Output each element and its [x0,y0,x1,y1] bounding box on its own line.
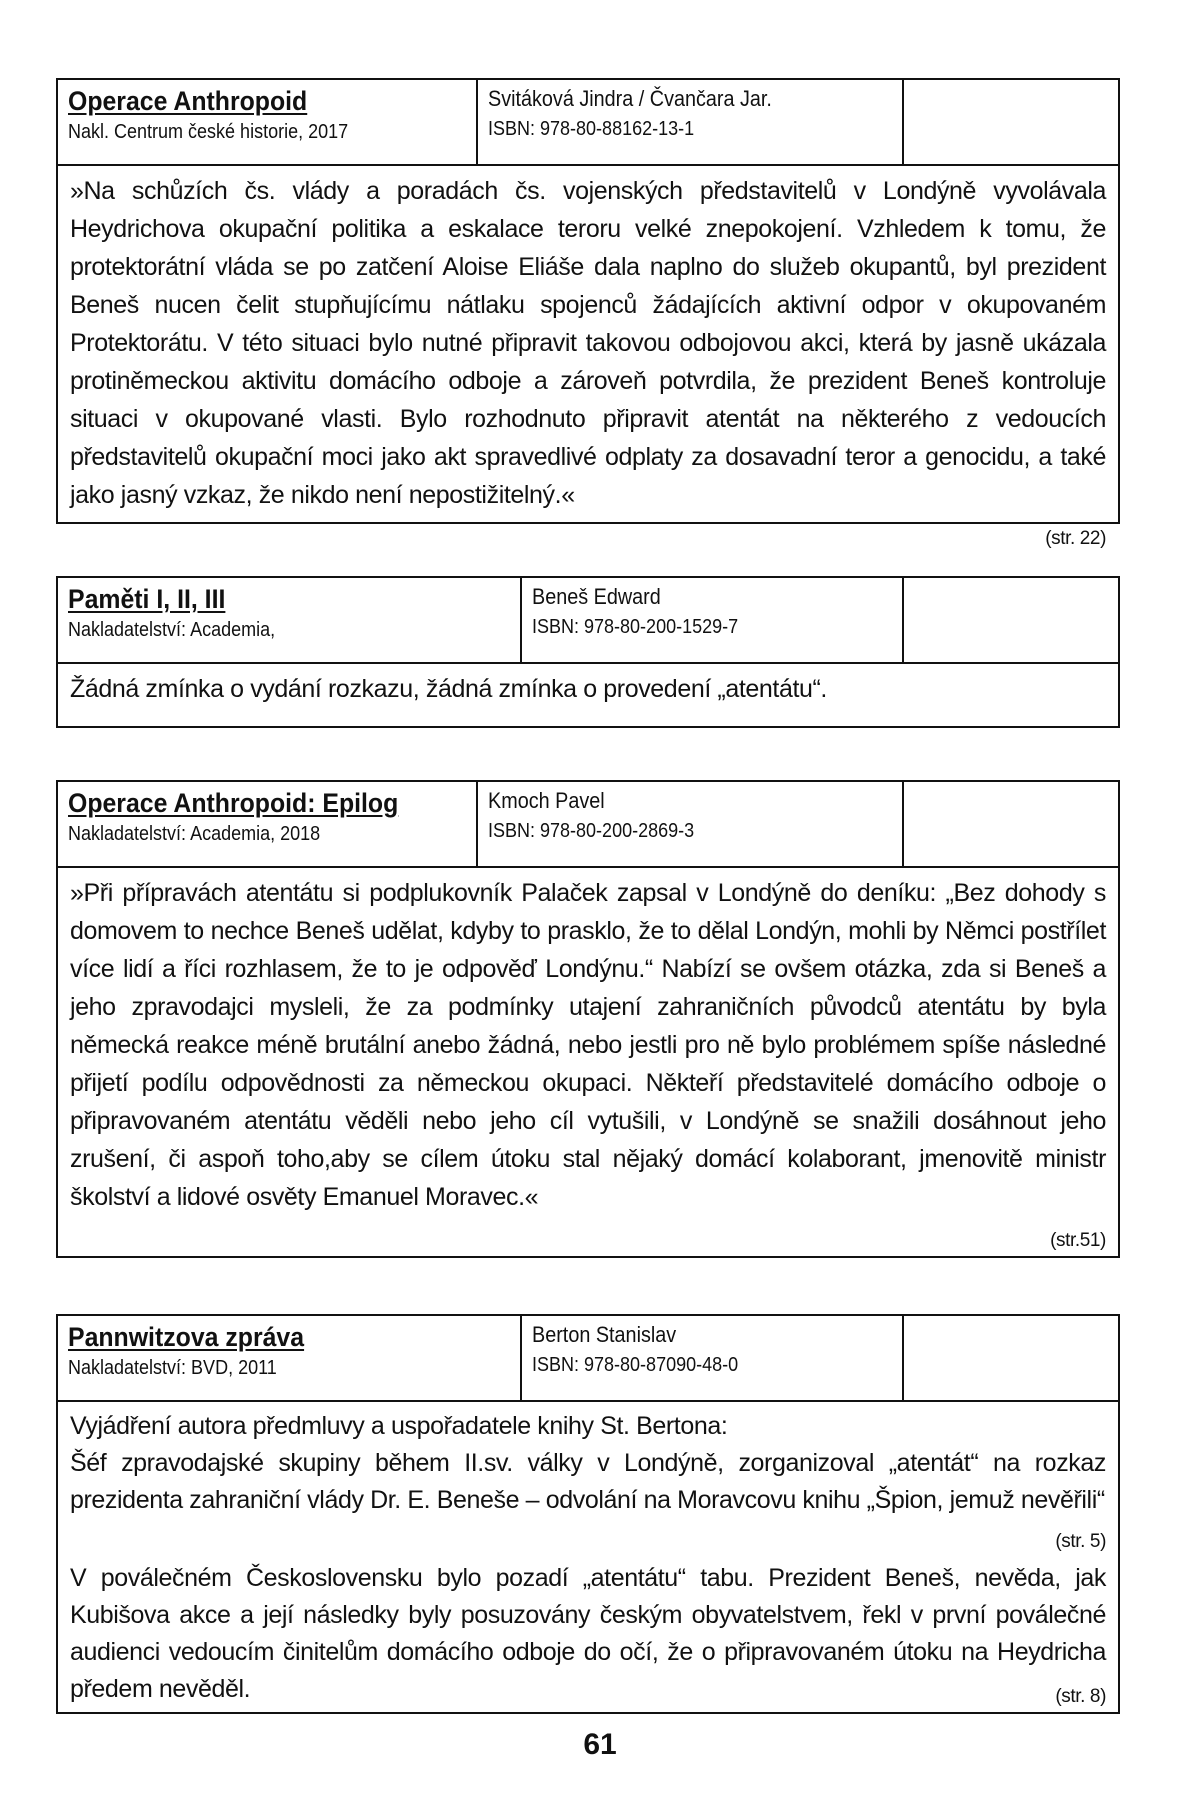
page-citation: (str. 8) [1055,1686,1106,1707]
book-publisher: Nakladatelství: Academia, 2018 [68,823,321,845]
book-author: Svitáková Jindra / Čvančara Jar. [488,86,772,111]
book-title: Operace Anthropoid [68,86,308,116]
book-entry [56,576,1120,728]
quote-paragraph: »Na schůzích čs. vlády a poradách čs. vojenských představitelů v Londýně vyvolávala Heydrichova okupační politika a eskalace teroru velké znepokojení. Vzhledem k tomu, že protektorátní vláda se po zatčení Aloise Eliáše dala naplno do služeb okupantů, byl prezident Beneš nucen čelit stupňujícímu nátlaku spojenců žádajících aktivní odpor v okupovaném Protektorátu. V této situaci bylo nutné připravit takovou odbojovou akci, která by jasně ukázala protiněmeckou aktivitu domácího odboje a zároveň potvrdila, že prezident Beneš kontroluje situaci v okupované vlasti. Bylo rozhodnuto připravit atentát na některého z vedoucích představitelů okupační moci jako akt spravedlivé odplaty za dosavadní teror a genocidu, a také jako jasný vzkaz, že nikdo není nepostižitelný.« [70,177,1106,509]
quote-paragraph: »Při přípravách atentátu si podplukovník Palaček zapsal v Londýně do deníku: „Bez dohody s domovem to nechce Beneš udělat, kdyby to prasklo, že to dělal Londýn, mohli by Němci postřílet více lidí a říci rozhlasem, že to je odpověď Londýnu.“ Nabízí se ovšem otázka, zda si Beneš a jeho zpravodajci mysleli, že za podmínky utajení zahraničních původců atentátu by byla německá reakce méně brutální anebo žádná, nebo jestli pro ně bylo problémem spíše následné přijetí podílu odpovědnosti za německou okupaci. Někteří představitelé domácího odboje o připravovaném atentátu věděli nebo jeho cíl vytušili, v Londýně se snažili dosáhnout jeho zrušení, či aspoň toho,aby se cílem útoku stal nějaký domácí kolaborant, jmenovitě ministr školství a lidové osvěty Emanuel Moravec.« [70,879,1106,1211]
entry-quote [58,166,1118,549]
quote-paragraph [70,1445,1106,1552]
quote-paragraph: V poválečném Československu bylo pozadí „atentátu“ tabu. Prezident Beneš, nevěda, jak Kubišova akce a její následky byly posuzovány českým obyvatelstvem, řekl v první poválečné audienci vedoucím činitelům domácího odboje do očí, že o připravovaném útoku na Heydricha předem nevěděl. [70,1564,1106,1703]
book-title: Operace Anthropoid: Epilog [68,788,399,818]
entry-header [58,80,1118,166]
book-title: Pannwitzova zpráva [68,1322,305,1352]
quote-paragraph: Vyjádření autora předmluvy a uspořadatele knihy St. Bertona: [70,1412,728,1440]
entry-header [58,1316,1118,1402]
page-citation: (str.51) [1050,1230,1106,1251]
book-title: Paměti I, II, III [68,584,226,614]
entry-quote [58,868,1118,1251]
book-isbn: ISBN: 978-80-88162-13-1 [488,118,695,140]
book-isbn: ISBN: 978-80-87090-48-0 [532,1354,739,1376]
page-citation: (str. 22) [1045,528,1106,549]
entry-quote [58,1402,1118,1716]
entry-header [58,782,1118,868]
book-publisher: Nakladatelství: BVD, 2011 [68,1357,277,1379]
book-author: Kmoch Pavel [488,788,605,813]
quote-paragraph: Žádná zmínka o vydání rozkazu, žádná zmínka o provedení „atentátu“. [70,675,827,703]
book-author: Berton Stanislav [532,1322,677,1347]
quote-text: Šéf zpravodajské skupiny během II.sv. války v Londýně, zorganizoval „atentát“ na rozkaz prezidenta zahraniční vlády Dr. E. Beneše – odvolání na Moravcovu knihu „Špion, jemuž nevěřili“ [70,1449,1106,1514]
book-entry [56,780,1120,1258]
book-isbn: ISBN: 978-80-200-1529-7 [532,616,739,638]
book-entry [56,78,1120,549]
page-citation: (str. 5) [1055,1531,1106,1552]
entry-header [58,578,1118,664]
book-publisher: Nakl. Centrum české historie, 2017 [68,121,349,143]
book-entry [56,1314,1120,1714]
book-isbn: ISBN: 978-80-200-2869-3 [488,820,695,842]
book-publisher: Nakladatelství: Academia, [68,619,276,641]
entry-quote [58,664,1118,716]
book-author: Beneš Edward [532,584,661,609]
page-number: 61 [583,1728,617,1761]
